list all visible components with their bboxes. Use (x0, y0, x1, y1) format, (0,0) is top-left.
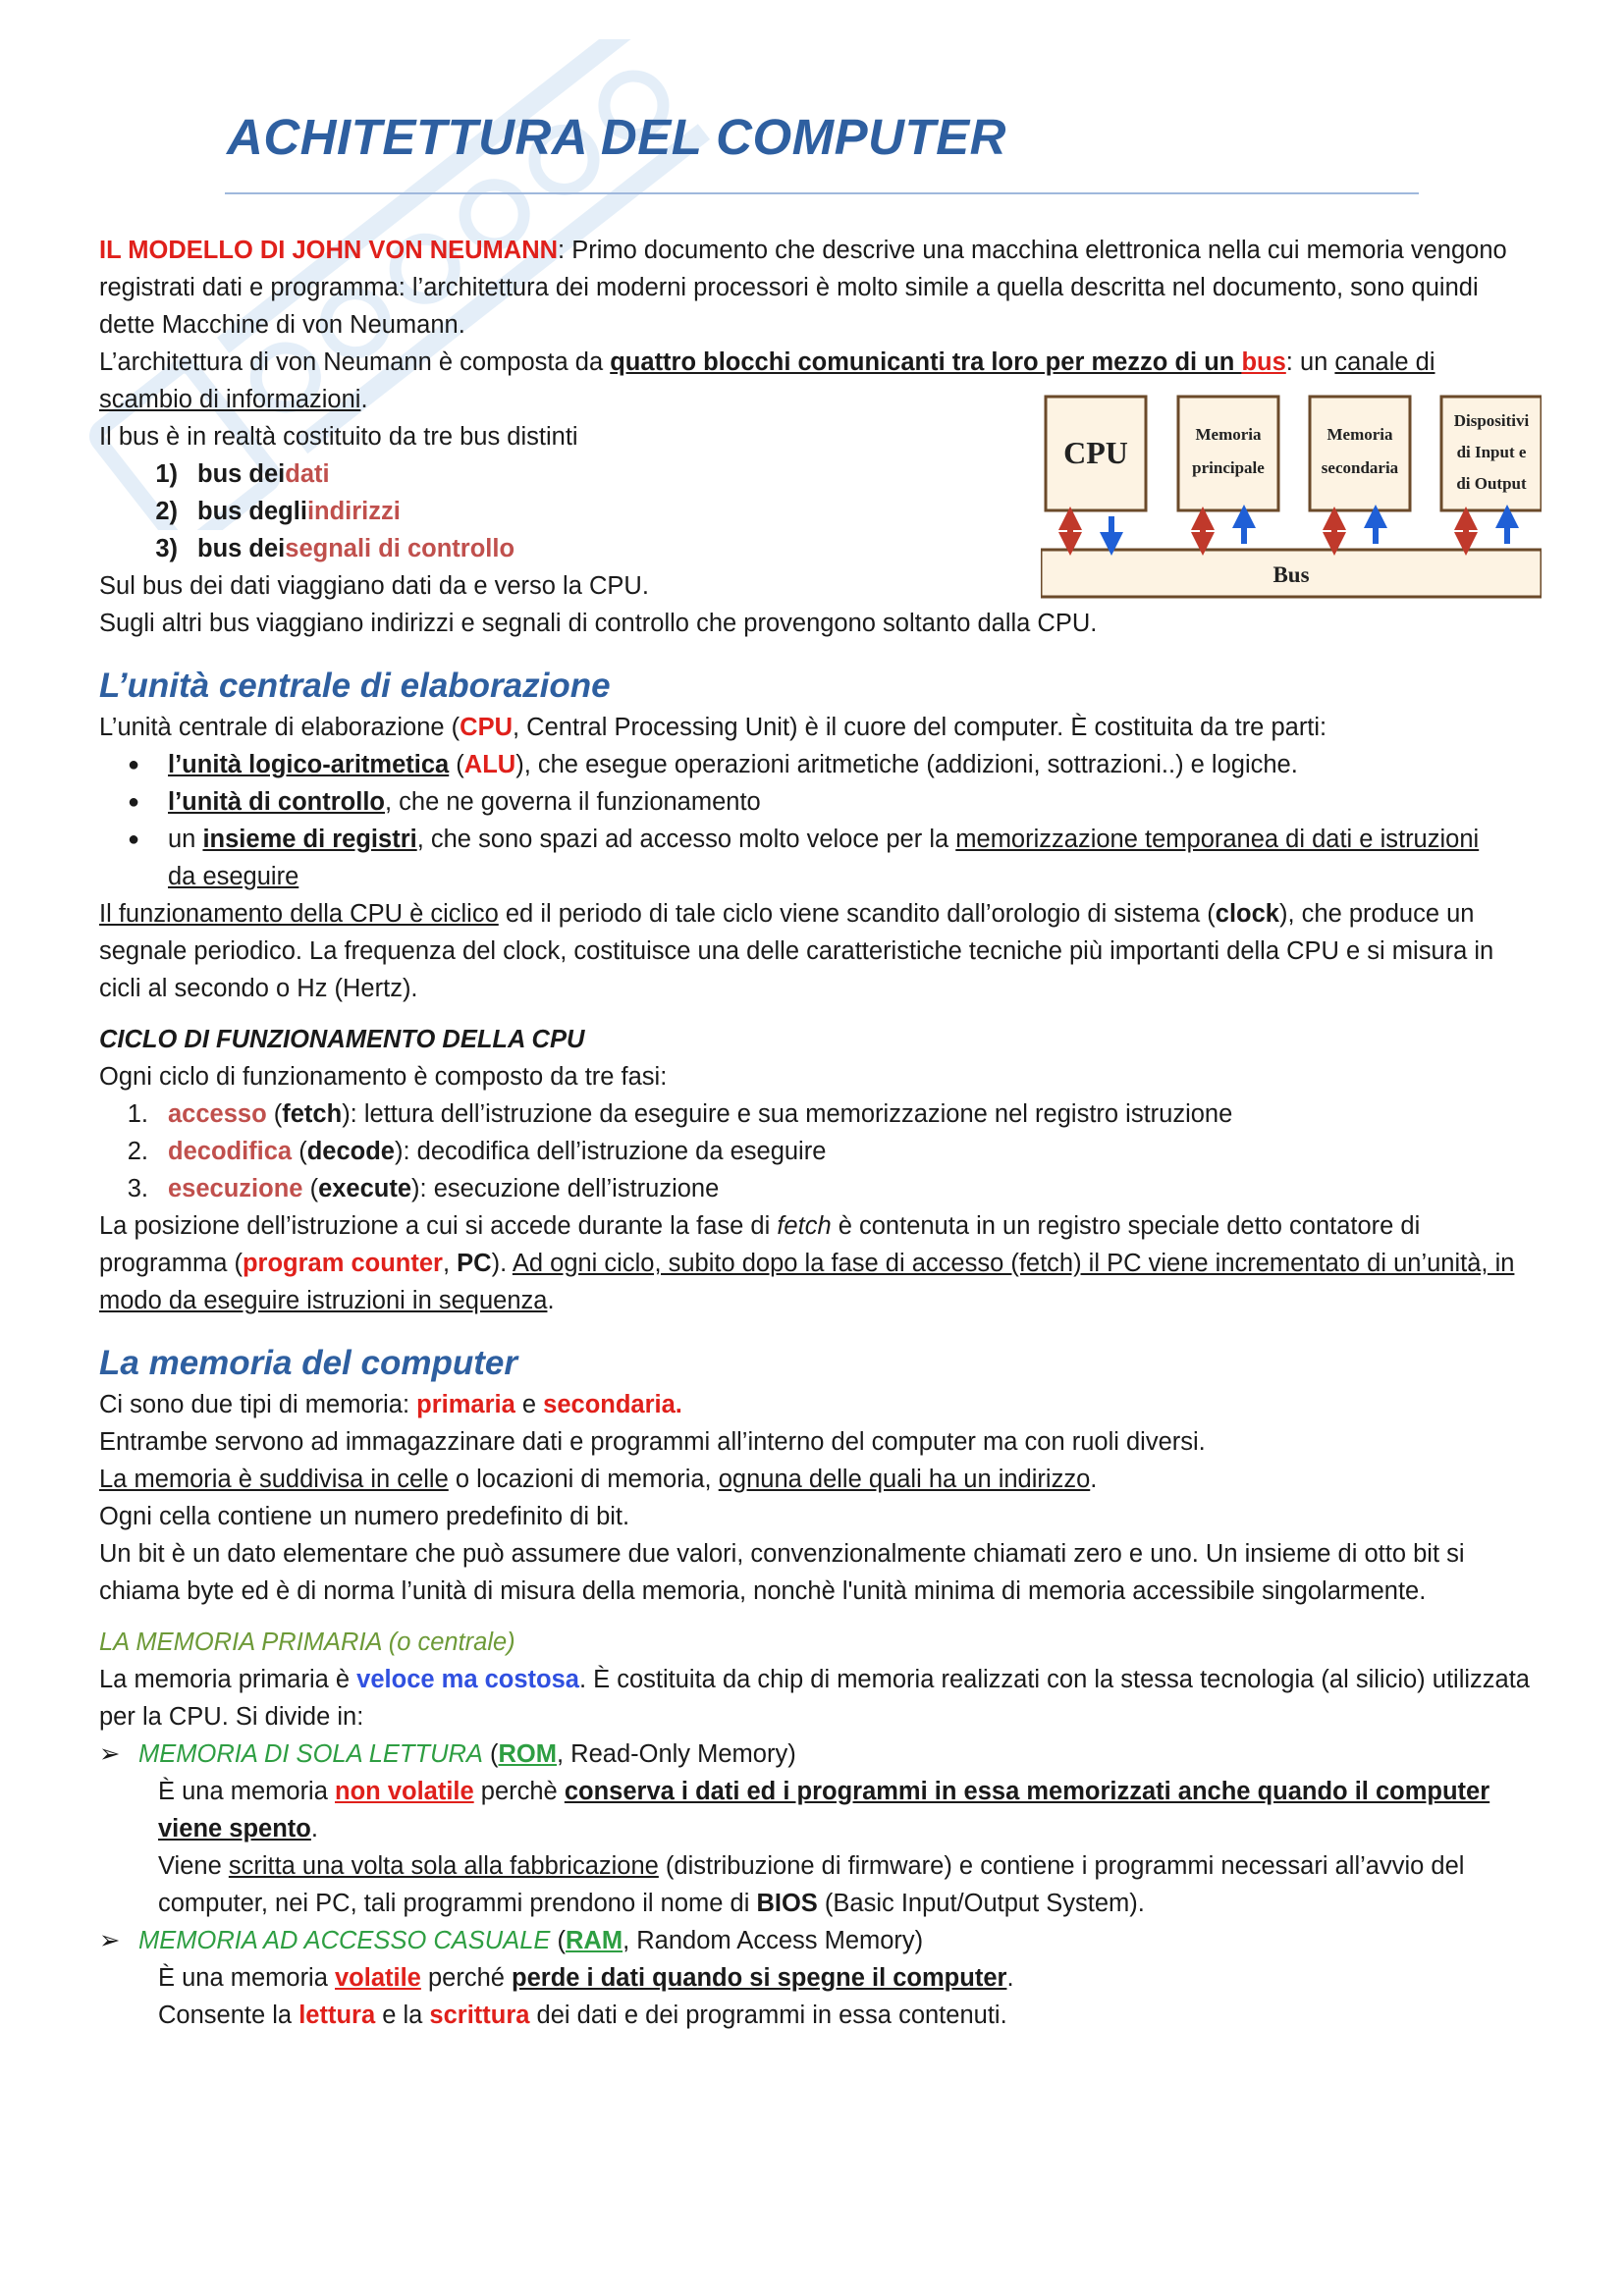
text: ed il periodo di tale ciclo viene scandito dall’orologio di sistema ( (498, 900, 1216, 928)
arrow-bullet-icon: ➢ (99, 1740, 121, 1768)
list-item (99, 1095, 1533, 1133)
text: ROM (498, 1740, 557, 1768)
text: ), che esegue operazioni aritmetiche (addizioni, sottrazioni..) e logiche. (515, 751, 1298, 778)
text: scritta una volta sola alla fabbricazione (228, 1852, 659, 1880)
arrow-bullet-icon: ➢ (99, 1927, 121, 1954)
text: fetch (282, 1100, 343, 1128)
text: perchè (473, 1778, 565, 1805)
text: scrittura (429, 2002, 530, 2029)
text: ), che produce un segnale periodico. La frequenza del clock, costituisce una delle caratteristiche tecniche più importanti della CPU e si misura in cicli al secondo o Hz (Hertz). (99, 900, 1494, 1002)
text: L’architettura di von Neumann è composta da (99, 348, 611, 376)
text: La memoria primaria è (99, 1666, 357, 1693)
text: indirizzi (306, 498, 401, 525)
text: . È costituita da chip di memoria realizzati con la stessa tecnologia (al silicio) utilizzata per la CPU. Si divide in: (99, 1666, 1530, 1731)
text: e (514, 1391, 544, 1418)
list-item (99, 1170, 1533, 1207)
text: bus dei (197, 460, 286, 488)
primary-memory-heading: LA MEMORIA PRIMARIA (o centrale) (99, 1629, 515, 1656)
text: primaria (416, 1391, 515, 1418)
title-divider (225, 192, 1419, 194)
memory-section-heading: La memoria del computer (99, 1344, 517, 1382)
main-memory-label-2: principale (1192, 458, 1265, 477)
text: PC (457, 1250, 492, 1277)
list-number: 1. (127, 1100, 148, 1128)
cpu-intro (99, 709, 1533, 746)
text: È una memoria (158, 1964, 335, 1992)
text: ALU (463, 751, 516, 778)
text: ): esecuzione dell’istruzione (411, 1175, 720, 1202)
text: . (360, 386, 368, 413)
text: accesso (168, 1100, 267, 1128)
list-item-rom (99, 1735, 1533, 1922)
text: Viene (158, 1852, 229, 1880)
text: conserva i dati ed i programmi in essa memorizzati anche quando il computer viene spento (158, 1778, 1490, 1842)
text: RAM (566, 1927, 623, 1954)
text: . (310, 1815, 318, 1842)
text: ): decodifica dell’istruzione da eseguire (394, 1138, 827, 1165)
text: bus dei (197, 535, 286, 562)
text: (distribuzione di firmware) e contiene i programmi necessari all’avvio del computer, nei PC, tali programmi prendono il nome di (158, 1852, 1465, 1917)
list-item (129, 530, 1022, 567)
text: decodifica (168, 1138, 293, 1165)
text: MEMORIA DI SOLA LETTURA (138, 1740, 483, 1768)
text: lettura (298, 2002, 376, 2029)
text: o locazioni di memoria, (448, 1466, 719, 1493)
text: un (168, 826, 203, 853)
page-title: ACHITETTURA DEL COMPUTER (227, 109, 1006, 165)
text: ( (449, 751, 464, 778)
bus-label: Bus (1272, 562, 1310, 587)
secondary-memory-box (1310, 397, 1410, 510)
text: perché (420, 1964, 513, 1992)
rom-line-1 (99, 1773, 1533, 1847)
rom-line-2 (99, 1847, 1533, 1922)
text: Ad ogni ciclo, subito dopo la fase di accesso (fetch) il PC viene incrementato di un’unità, in modo da eseguire istruzioni in sequenza (99, 1250, 1515, 1314)
text: MEMORIA AD ACCESSO CASUALE (138, 1927, 551, 1954)
text: memorizzazione temporanea di dati e istruzioni da eseguire (168, 826, 1480, 890)
intro-lead-rest: : Primo documento che descrive una macchina elettronica nella cui memoria vengono registrati dati e programma: l’architettura dei moderni processori è molto simile a quella descritta nel documento, sono quindi dette Macchine di von Neumann. (99, 237, 1507, 339)
list-item (99, 746, 1533, 783)
text-underlined: quattro blocchi comunicanti tra loro per mezzo di un (610, 348, 1242, 376)
channel-text: canale di scambio di informazioni (99, 348, 1435, 413)
memory-cells (99, 1461, 1533, 1498)
ram-line-1 (99, 1959, 1533, 1997)
text: veloce ma costosa (356, 1666, 579, 1693)
main-memory-box (1178, 397, 1278, 510)
text: , Central Processing Unit) è il cuore del computer. È costituita da tre parti: (513, 714, 1327, 741)
cpu-parts-list (99, 746, 1533, 895)
von-neumann-diagram (1041, 391, 1542, 599)
text: . (547, 1287, 555, 1314)
text: CPU (460, 714, 514, 741)
memory-roles: Entrambe servono ad immagazzinare dati e programmi all’interno del computer ma con ruoli diversi. (99, 1428, 1206, 1456)
primary-memory-list (99, 1735, 1533, 2034)
text: clock (1215, 900, 1279, 928)
text: , Random Access Memory) (623, 1927, 924, 1954)
list-number: 2. (127, 1138, 148, 1165)
other-bus-note: Sugli altri bus viaggiano indirizzi e segnali di controllo che provengono soltanto dalla CPU. (99, 610, 1098, 637)
text: La memoria è suddivisa in celle (99, 1466, 449, 1493)
text: . (1006, 1964, 1014, 1992)
text: ( (302, 1175, 319, 1202)
memory-byte: Un bit è un dato elementare che può assumere due valori, convenzionalmente chiamati zero e uno. Un insieme di otto bit si chiama byte ed è di norma l’unità di misura della memoria, nonchè l'unità minima di memoria accessibile singolarmente. (99, 1540, 1465, 1605)
text: , (442, 1250, 458, 1277)
text: , Read-Only Memory) (557, 1740, 796, 1768)
list-number: 1) (155, 460, 178, 488)
text: l’unità logico-aritmetica (168, 751, 450, 778)
text: ( (550, 1927, 566, 1954)
bus-word: bus (1241, 348, 1286, 376)
text: ognuna delle quali ha un indirizzo (718, 1466, 1091, 1493)
secondary-memory-label-1: Memoria (1326, 425, 1393, 444)
text: ). (491, 1250, 513, 1277)
text: esecuzione (168, 1175, 303, 1202)
data-bus-note: Sul bus dei dati viaggiano dati da e verso la CPU. (99, 572, 649, 600)
secondary-memory-label-2: secondaria (1321, 458, 1399, 477)
text: Ci sono due tipi di memoria: (99, 1391, 417, 1418)
text: è contenuta in un registro speciale detto contatore di programma ( (99, 1212, 1421, 1277)
list-number: 3. (127, 1175, 148, 1202)
io-label-3: di Output (1456, 474, 1527, 493)
text: fetch (777, 1212, 832, 1240)
ram-line-2 (99, 1997, 1533, 2034)
text: insieme di registri (202, 826, 417, 853)
text: (Basic Input/Output System). (817, 1890, 1145, 1917)
list-item (99, 1133, 1533, 1170)
text: l’unità di controllo (168, 788, 385, 816)
bus-intro: Il bus è in realtà costituito da tre bus distinti (99, 423, 578, 451)
phase-list (99, 1095, 1533, 1207)
text: non volatile (335, 1778, 474, 1805)
text: bus degli (197, 498, 307, 525)
text: secondaria. (543, 1391, 682, 1418)
cycle-intro: Ogni ciclo di funzionamento è composto da tre fasi: (99, 1063, 668, 1091)
text: Il funzionamento della CPU è ciclico (99, 900, 499, 928)
text: perde i dati quando si spegne il computer (512, 1964, 1007, 1992)
text: dati (285, 460, 330, 488)
bullet-icon: ● (127, 828, 140, 850)
cpu-label: CPU (1063, 435, 1128, 470)
main-memory-label-1: Memoria (1195, 425, 1262, 444)
text: L’unità centrale di elaborazione ( (99, 714, 460, 741)
list-item (99, 783, 1533, 821)
text: È una memoria (158, 1778, 335, 1805)
text: BIOS (756, 1890, 818, 1917)
text: volatile (335, 1964, 421, 1992)
text: ( (266, 1100, 283, 1128)
text: segnali di controllo (285, 535, 515, 562)
bullet-icon: ● (127, 791, 140, 813)
text: ( (482, 1740, 499, 1768)
text: ): lettura dell’istruzione da eseguire e sua memorizzazione nel registro istruzione (342, 1100, 1233, 1128)
bus-list (99, 455, 1022, 567)
list-number: 2) (155, 498, 178, 525)
text: : un (1285, 348, 1335, 376)
io-label-2: di Input e (1456, 443, 1527, 461)
list-item-ram (99, 1922, 1533, 2034)
text: La posizione dell’istruzione a cui si accede durante la fase di (99, 1212, 778, 1240)
bullet-icon: ● (127, 754, 140, 775)
text: . (1090, 1466, 1098, 1493)
cpu-section-heading: L’unità centrale di elaborazione (99, 667, 611, 705)
cpu-clock-paragraph (99, 895, 1533, 1007)
text: ( (292, 1138, 307, 1165)
intro-paragraph (99, 232, 1533, 344)
text: e la (375, 2002, 430, 2029)
cycle-heading: CICLO DI FUNZIONAMENTO DELLA CPU (99, 1026, 585, 1053)
primary-memory-intro (99, 1661, 1533, 1735)
text: , che sono spazi ad accesso molto veloce per la (416, 826, 956, 853)
list-item (129, 455, 1022, 493)
memory-bits: Ogni cella contiene un numero predefinito di bit. (99, 1503, 630, 1530)
intro-lead: IL MODELLO DI JOHN VON NEUMANN (99, 237, 559, 264)
pc-paragraph (99, 1207, 1533, 1319)
list-item (99, 821, 1533, 895)
io-label-1: Dispositivi (1453, 411, 1530, 430)
memory-types (99, 1386, 1533, 1423)
list-number: 3) (155, 535, 178, 562)
text: dei dati e dei programmi in essa contenuti. (529, 2002, 1007, 2029)
text: Consente la (158, 2002, 299, 2029)
text: , che ne governa il funzionamento (384, 788, 761, 816)
text: program counter (242, 1250, 443, 1277)
text: execute (318, 1175, 412, 1202)
list-item (129, 493, 1022, 530)
text: decode (306, 1138, 395, 1165)
